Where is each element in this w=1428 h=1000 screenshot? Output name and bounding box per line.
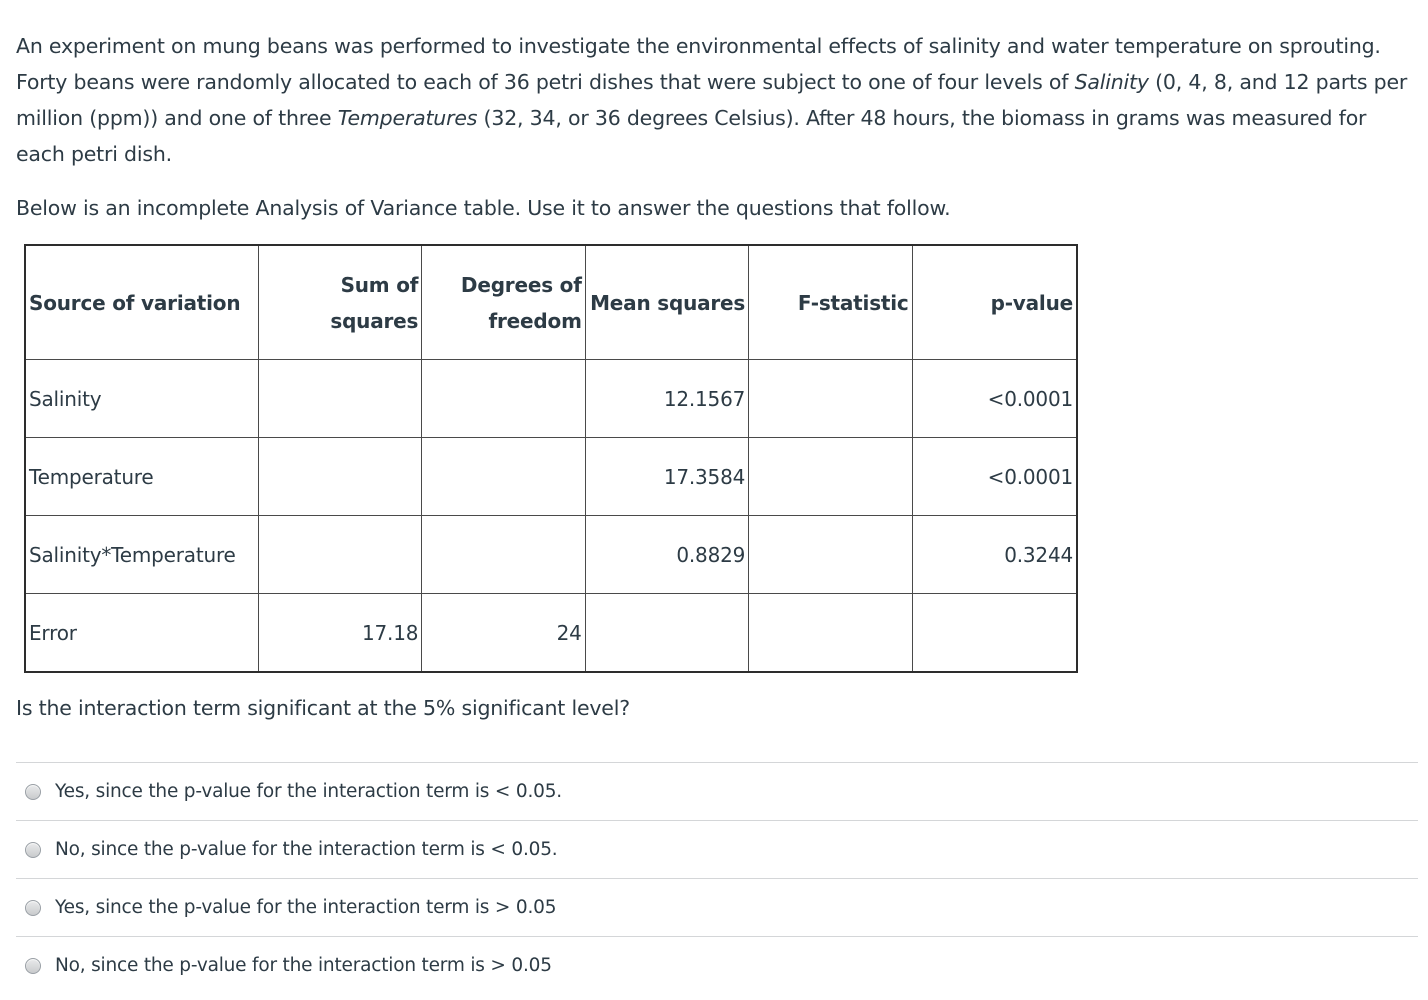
table-row-error [25,594,1077,673]
cell-p-value: <0.0001 [912,360,1077,438]
answer-list [16,762,1418,994]
cell-source: Temperature [25,438,258,516]
cell-f-statistic [749,438,912,516]
intro-text-1: An experiment on mung beans was performed to investigate the environmental effects of salinity and water temperature on sprouting. Forty beans were randomly allocated to each of 36 petri dishes that were subject to one of four levels of [16,34,1381,94]
answer-option-1[interactable] [16,762,1418,820]
cell-sum-of-squares [258,438,421,516]
cell-degrees-of-freedom [422,438,585,516]
header-p-value: p-value [912,245,1077,360]
cell-f-statistic [749,594,912,673]
cell-degrees-of-freedom [422,360,585,438]
answer-option-3[interactable] [16,878,1418,936]
cell-mean-squares: 12.1567 [585,360,748,438]
radio-button-icon[interactable] [25,784,41,800]
cell-sum-of-squares [258,516,421,594]
cell-sum-of-squares [258,360,421,438]
cell-degrees-of-freedom [422,516,585,594]
radio-button-icon[interactable] [25,958,41,974]
cell-source: Salinity [25,360,258,438]
answer-label[interactable]: No, since the p-value for the interaction term is > 0.05 [55,955,552,976]
table-instructions: Below is an incomplete Analysis of Variance table. Use it to answer the questions that follow. [16,196,951,220]
table-row-temperature [25,438,1077,516]
cell-p-value: 0.3244 [912,516,1077,594]
cell-mean-squares [585,594,748,673]
header-degrees-of-freedom: Degrees of freedom [422,245,585,360]
cell-sum-of-squares: 17.18 [258,594,421,673]
intro-temperatures-term: Temperatures [337,106,478,130]
cell-f-statistic [749,516,912,594]
answer-option-2[interactable] [16,820,1418,878]
intro-text-3: (32, 34, or 36 degrees Celsius). After 48 hours, the biomass in grams was measured for each petri dish. [16,106,1367,166]
answer-label[interactable]: No, since the p-value for the interaction term is < 0.05. [55,839,558,860]
answer-option-4[interactable] [16,936,1418,994]
question-intro [16,28,1421,172]
cell-mean-squares: 17.3584 [585,438,748,516]
table-row-interaction [25,516,1077,594]
cell-degrees-of-freedom: 24 [422,594,585,673]
intro-salinity-term: Salinity [1074,70,1149,94]
cell-p-value [912,594,1077,673]
header-sum-of-squares: Sum of squares [258,245,421,360]
cell-f-statistic [749,360,912,438]
radio-button-icon[interactable] [25,842,41,858]
intro-text-2: (0, 4, 8, and 12 parts per million (ppm)) and one of three [16,70,1408,130]
header-f-statistic: F-statistic [749,245,912,360]
table-row-salinity [25,360,1077,438]
answer-label[interactable]: Yes, since the p-value for the interaction term is > 0.05 [55,897,557,918]
cell-p-value: <0.0001 [912,438,1077,516]
cell-source: Error [25,594,258,673]
radio-button-icon[interactable] [25,900,41,916]
anova-table [24,244,1078,673]
header-source-of-variation: Source of variation [25,245,258,360]
question-text: Is the interaction term significant at the 5% significant level? [16,696,630,720]
header-mean-squares: Mean squares [585,245,748,360]
answer-label[interactable]: Yes, since the p-value for the interaction term is < 0.05. [55,781,562,802]
anova-header-row [25,245,1077,360]
cell-mean-squares: 0.8829 [585,516,748,594]
cell-source: Salinity*Temperature [25,516,258,594]
